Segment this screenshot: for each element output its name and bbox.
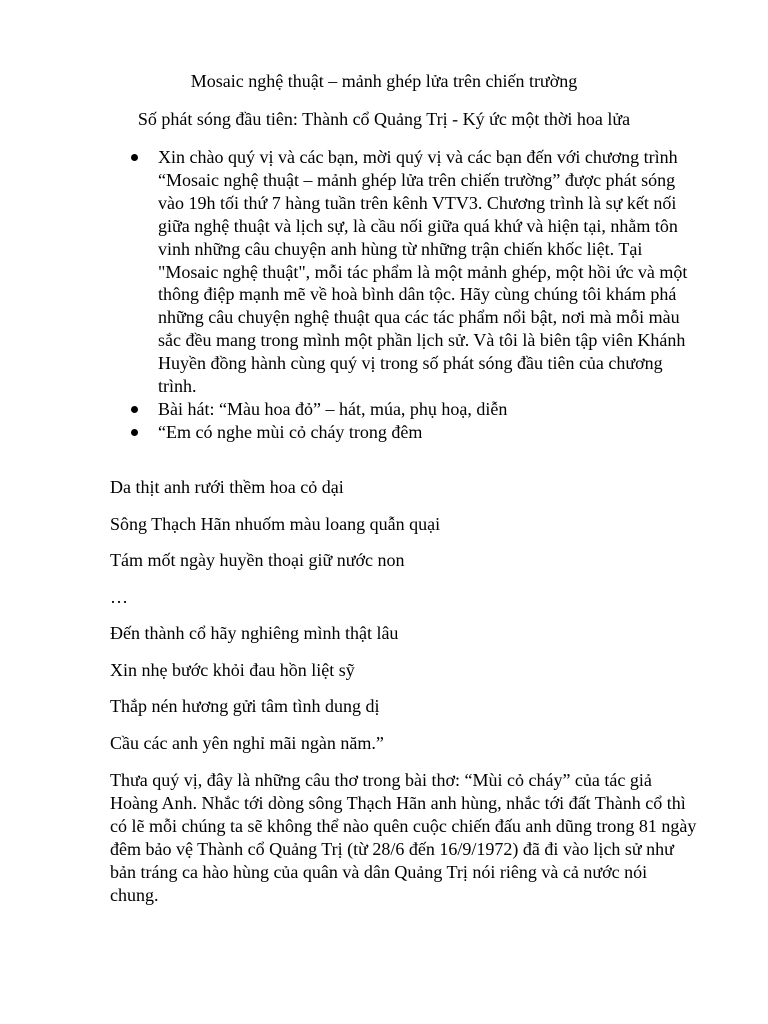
- bullet-dot-icon: [131, 154, 138, 161]
- poem-verse-3: Tám mốt ngày huyền thoại giữ nước non: [110, 550, 405, 570]
- poem-verse-7: Cầu các anh yên nghỉ mãi ngàn năm.”: [110, 733, 384, 753]
- poem-verse-5: Xin nhẹ bước khỏi đau hồn liệt sỹ: [110, 660, 355, 680]
- bullet-item-song: [0, 398, 698, 421]
- document-title: Mosaic nghệ thuật – mảnh ghép lửa trên chiến trường: [190, 71, 578, 91]
- bullet-item-intro: [0, 146, 698, 398]
- bullet-dot-icon: [131, 406, 138, 413]
- bullet-list: [0, 146, 768, 444]
- bullet-text: “Em có nghe mùi cỏ cháy trong đêm: [158, 421, 423, 442]
- poem-verse-4: Đến thành cổ hãy nghiêng mình thật lâu: [110, 623, 399, 643]
- body-paragraph: Thưa quý vị, đây là những câu thơ trong bài thơ: “Mùi cỏ cháy” của tác giả Hoàng Anh. Nhắc tới dòng sông Thạch Hãn anh hùng, nhắc tới đất Thành cổ thì có lẽ mỗi chúng ta sẽ không thể nào quên cuộc chiến đấu anh dũng trong 81 ngày đêm bảo vệ Thành cổ Quảng Trị (từ 28/6 đến 16/9/1972) đã đi vào lịch sử như bản tráng ca hào hùng của quân và dân Quảng Trị nói riêng và cả nước nói chung.: [110, 770, 697, 905]
- document-subtitle: Số phát sóng đầu tiên: Thành cổ Quảng Trị - Ký ức một thời hoa lửa: [137, 109, 631, 129]
- poem-ellipsis: …: [110, 587, 128, 607]
- poem-verse-1: Da thịt anh rưới thềm hoa cỏ dại: [110, 477, 344, 497]
- bullet-text: Bài hát: “Màu hoa đỏ” – hát, múa, phụ hoạ, diễn: [158, 398, 508, 419]
- poem-verse-6: Thắp nén hương gửi tâm tình dung dị: [110, 696, 380, 716]
- bullet-text: Xin chào quý vị và các bạn, mời quý vị và các bạn đến với chương trình “Mosaic nghệ thuật – mảnh ghép lửa trên chiến trường” được phát sóng vào 19h tối thứ 7 hàng tuần trên kênh VTV3. Chương trình là sự kết nối giữa nghệ thuật và lịch sự, là cầu nối giữa quá khứ và hiện tại, nhằm tôn vinh những câu chuyện anh hùng từ những trận chiến khốc liệt. Tại "Mosaic nghệ thuật", mỗi tác phẩm là một mảnh ghép, một hồi ức và một thông điệp mạnh mẽ về hoà bình dân tộc. Hãy cùng chúng tôi khám phá những câu chuyện nghệ thuật qua các tác phẩm nổi bật, nơi mà mỗi màu sắc đều mang trong mình một phần lịch sử. Và tôi là biên tập viên Khánh Huyền đồng hành cùng quý vị trong số phát sóng đầu tiên của chương trình.: [158, 147, 688, 397]
- bullet-item-poem-start: [0, 421, 698, 444]
- poem-verse-2: Sông Thạch Hãn nhuốm màu loang quẫn quại: [110, 514, 441, 534]
- bullet-dot-icon: [131, 429, 138, 436]
